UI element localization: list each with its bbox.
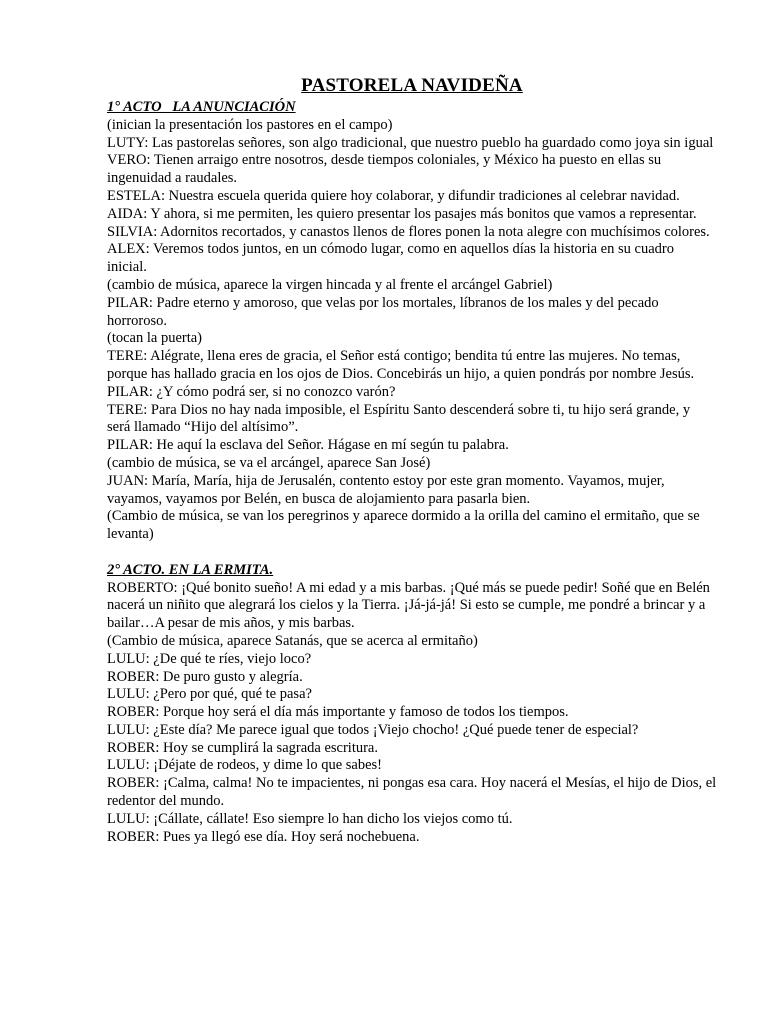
script-line: VERO: Tienen arraigo entre nosotros, desde tiempos coloniales, y México ha puesto en ellas su ingenuidad a raudales. [107,152,662,187]
script-line: ROBER: Porque hoy será el día más importante y famoso de todos los tiempos. [107,704,569,721]
script-line: LULU: ¿De qué te ríes, viejo loco? [107,650,312,667]
act-2-heading: 2° ACTO. EN LA ERMITA. [107,561,274,578]
script-line: (tocan la puerta) [107,330,203,347]
script-line: TERE: Alégrate, llena eres de gracia, el Señor está contigo; bendita tú entre las mujeres. No temas, porque has hallado gracia en los ojos de Dios. Concebirás un hijo, a quien pondrás por nombre Jesús. [107,348,695,382]
script-line: PILAR: Padre eterno y amoroso, que velas por los mortales, líbranos de los males y del pecado horroroso. [107,294,659,329]
script-line: (Cambio de música, aparece Satanás, que se acerca al ermitaño) [107,632,478,649]
script-line: SILVIA: Adornitos recortados, y canastos llenos de flores ponen la nota alegre con muchísimos colores. [107,223,710,240]
script-line: ROBER: Pues ya llegó ese día. Hoy será nochebuena. [107,828,420,845]
script-line: ALEX: Veremos todos juntos, en un cómodo lugar, como en aquellos días la historia en su cuadro inicial. [107,241,674,276]
script-line: PILAR: He aquí la esclava del Señor. Hágase en mí según tu palabra. [107,437,509,454]
document-page [107,75,717,846]
act-1-heading: 1° ACTO LA ANUNCIACIÓN [107,99,296,115]
script-line: JUAN: María, María, hija de Jerusalén, contento estoy por este gran momento. Vayamos, mujer, vayamos, vayamos por Belén, en busca de alojamiento para pasarla bien. [107,472,665,507]
act-1-body [107,117,717,544]
script-line: ROBERTO: ¡Qué bonito sueño! A mi edad y a mis barbas. ¡Qué más se puede pedir! Soñé que en Belén nacerá un niñito que alegrará los cielos y la Tierra. ¡Já-já-já! Si esto se cumple, me pondré a brincar y a bailar…A pesar de mis años, y mis barbas. [107,579,710,632]
script-line: LULU: ¡Déjate de rodeos, y dime lo que sabes! [107,757,383,774]
script-line: ROBER: De puro gusto y alegría. [107,668,303,685]
paragraph-gap [107,544,717,562]
script-line: LULU: ¿Este día? Me parece igual que todos ¡Viejo chocho! ¿Qué puede tener de especial? [107,721,639,738]
script-line: (inician la presentación los pastores en el campo) [107,116,393,133]
script-line: LUTY: Las pastorelas señores, son algo tradicional, que nuestro pueblo ha guardado como joya sin igual [107,134,714,151]
document-title: PASTORELA NAVIDEÑA [301,75,523,96]
script-line: AIDA: Y ahora, si me permiten, les quiero presentar los pasajes más bonitos que vamos a representar. [107,205,697,222]
script-line: ESTELA: Nuestra escuela querida quiere hoy colaborar, y difundir tradiciones al celebrar navidad. [107,187,680,204]
script-line: (Cambio de música, se van los peregrinos y aparece dormido a la orilla del camino el ermitaño, que se levanta) [107,508,700,543]
script-line: LULU: ¡Cállate, cállate! Eso siempre lo han dicho los viejos como tú. [107,810,513,827]
script-line: (cambio de música, aparece la virgen hincada y al frente el arcángel Gabriel) [107,276,553,293]
script-line: TERE: Para Dios no hay nada imposible, el Espíritu Santo descenderá sobre ti, tu hijo será grande, y será llamado “Hijo del altísimo”. [107,401,691,436]
script-line: PILAR: ¿Y cómo podrá ser, si no conozco varón? [107,383,396,400]
script-line: (cambio de música, se va el arcángel, aparece San José) [107,454,431,471]
script-line: ROBER: ¡Calma, calma! No te impacientes, ni pongas esa cara. Hoy nacerá el Mesías, el hijo de Dios, el redentor del mundo. [107,775,717,810]
script-line: ROBER: Hoy se cumplirá la sagrada escritura. [107,739,378,756]
script-line: LULU: ¿Pero por qué, qué te pasa? [107,686,312,703]
act-2-body [107,580,717,847]
